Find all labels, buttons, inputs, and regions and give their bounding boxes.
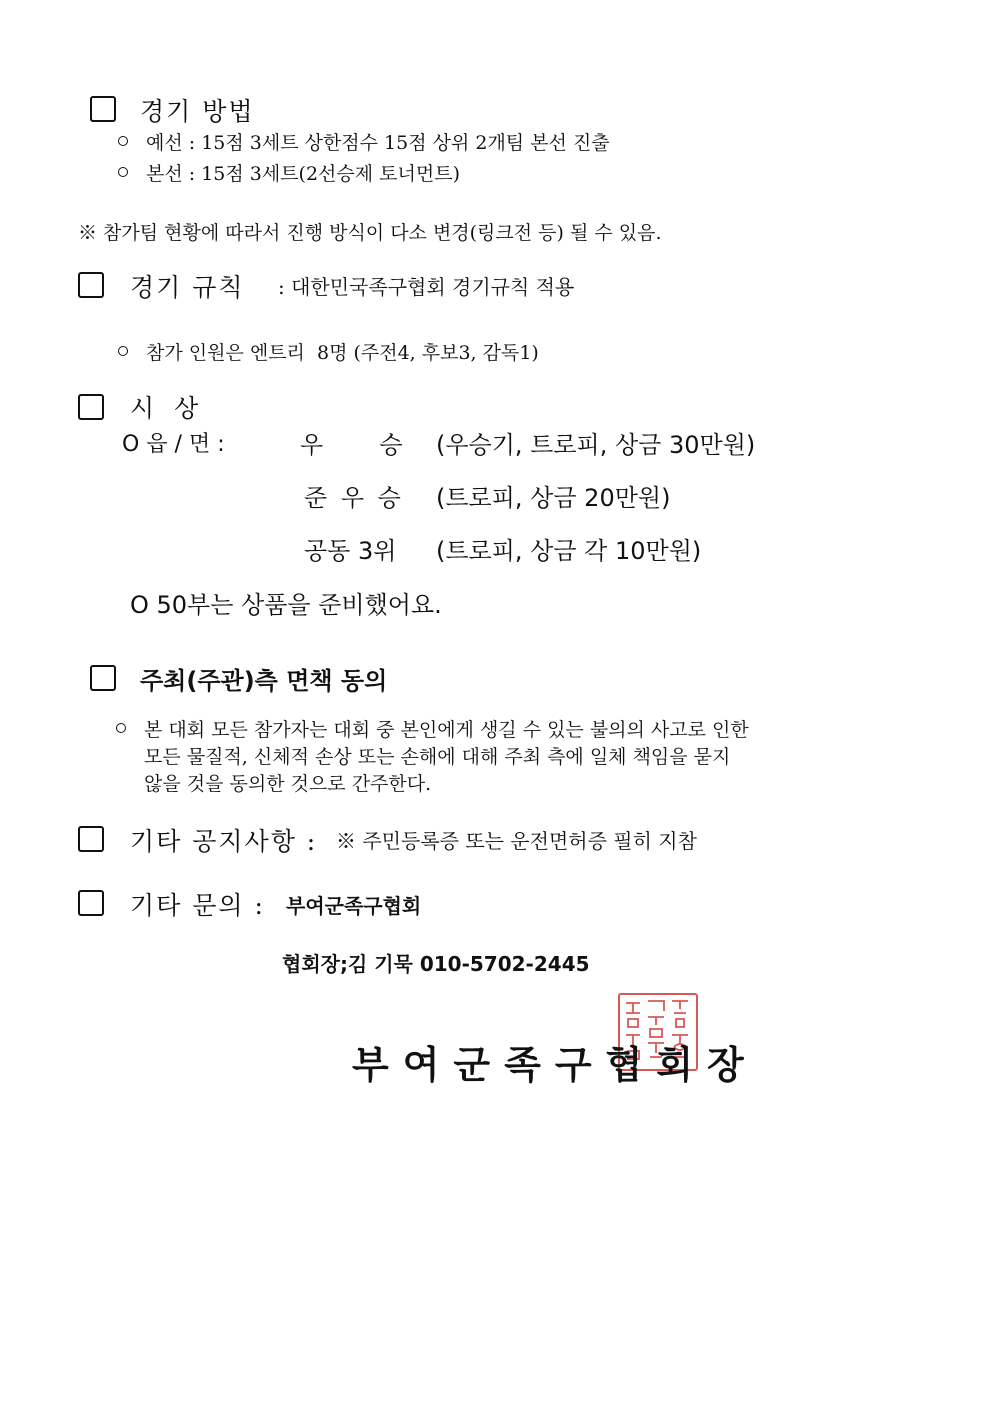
checkbox-inquiry xyxy=(78,890,104,916)
section-title-notice: 기타 공지사항 : xyxy=(130,827,318,856)
notice-detail: ※ 주민등록증 또는 운전면허증 필히 지참 xyxy=(336,829,697,853)
bullet-icon xyxy=(118,167,128,177)
award-rank-1: 우 승 xyxy=(300,431,406,459)
checkbox-notice xyxy=(78,826,104,852)
rules-item-entry: 참가 인원은 엔트리 8명 (주전4, 후보3, 감독1) xyxy=(146,342,539,364)
method-note: ※ 참가팀 현황에 따라서 진행 방식이 다소 변경(링크전 등) 될 수 있음. xyxy=(78,222,662,244)
section-title-inquiry: 기타 문의 : xyxy=(130,891,265,920)
inquiry-org: 부여군족구협회 xyxy=(286,894,422,918)
section-title-awards: 시 상 xyxy=(130,394,205,423)
checkbox-waiver xyxy=(90,665,116,691)
bullet-icon xyxy=(118,346,128,356)
section-title-waiver: 주최(주관)측 면책 동의 xyxy=(140,667,388,695)
award-prize-1: (우승기, 트로피, 상금 30만원) xyxy=(436,431,756,459)
award-rank-2: 준 우 승 xyxy=(304,484,404,512)
checkbox-method xyxy=(90,96,116,122)
waiver-line-2: 모든 물질적, 신체적 손상 또는 손해에 대해 주최 측에 일체 책임을 묻지 xyxy=(144,746,731,768)
awards-prefix: O 읍 / 면 : xyxy=(122,432,225,457)
award-prize-2: (트로피, 상금 20만원) xyxy=(436,484,671,512)
waiver-line-1: 본 대회 모든 참가자는 대회 중 본인에게 생길 수 있는 불의의 사고로 인한 xyxy=(144,719,749,741)
waiver-line-3: 않을 것을 동의한 것으로 간주한다. xyxy=(144,773,432,795)
method-item-qualifier: 예선 : 15점 3세트 상한점수 15점 상위 2개팀 본선 진출 xyxy=(146,132,610,154)
section-title-method: 경기 방법 xyxy=(140,97,255,126)
checkbox-awards xyxy=(78,394,104,420)
bullet-icon xyxy=(118,136,128,146)
award-prize-3: (트로피, 상금 각 10만원) xyxy=(436,537,702,565)
bullet-icon xyxy=(116,723,126,733)
section-title-rules: 경기 규칙 xyxy=(130,273,245,302)
signature: 부여군족구협회장 xyxy=(352,1043,758,1087)
award-rank-3: 공동 3위 xyxy=(304,537,397,565)
inquiry-contact: 협회장;김 기묵 010-5702-2445 xyxy=(282,952,590,976)
awards-note: O 50부는 상품을 준비했어요. xyxy=(130,591,442,619)
method-item-final: 본선 : 15점 3세트(2선승제 토너먼트) xyxy=(146,163,460,185)
checkbox-rules xyxy=(78,272,104,298)
rules-detail: : 대한민국족구협회 경기규칙 적용 xyxy=(278,275,575,299)
